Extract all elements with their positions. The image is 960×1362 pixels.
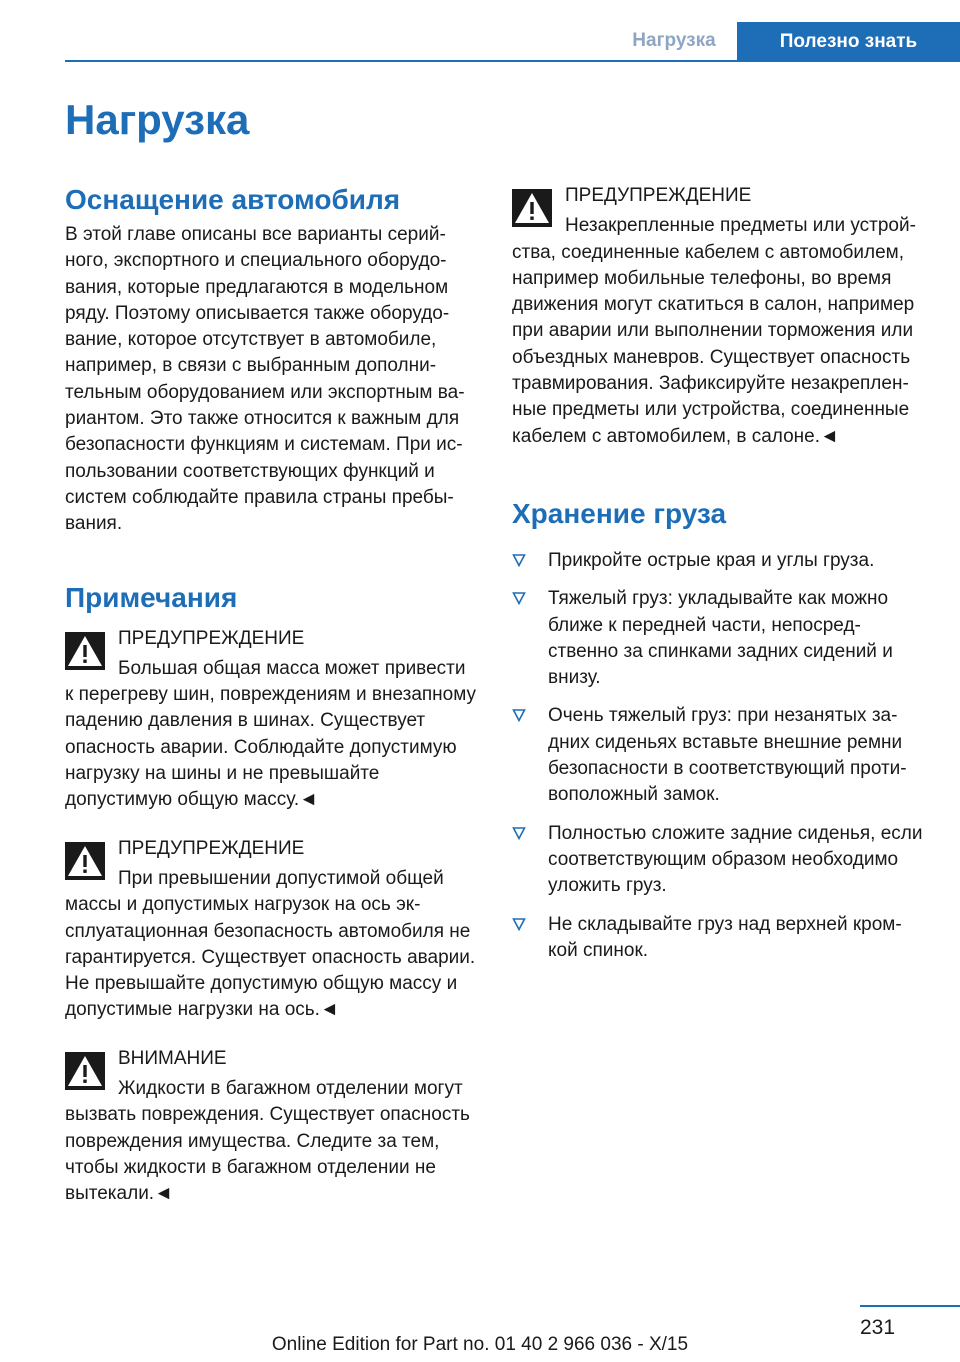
warning-heading: ПРЕДУПРЕЖДЕНИЕ: [118, 837, 305, 859]
caution-block: [65, 1046, 477, 1208]
caution-text: Жидкости в багажном отделении могут вызвать повреждения. Существует опасность повреждения имущества. Следите за тем, чтобы жидкости в багажном отделении не вытекали.◄: [65, 1078, 470, 1205]
footer-rule: [860, 1305, 960, 1307]
edition-footer: Online Edition for Part no. 01 40 2 966 036 - X/15: [271, 1334, 689, 1355]
warning-block: [65, 626, 477, 814]
list-item: [512, 821, 924, 900]
warning-heading: ПРЕДУПРЕЖДЕНИЕ: [118, 627, 305, 649]
list-item-text: Прикройте острые края и углы груза.: [548, 549, 875, 571]
header-tab-chapter[interactable]: Полезно знать: [737, 22, 960, 62]
header-rule: [65, 60, 960, 62]
left-column: [65, 180, 477, 1208]
warning-text: При превышении допустимой общей массы и допустимых нагрузок на ось эксплуатационная безопасность автомобиля не гарантируется. Существует опасность аварии. Не превышайте допустимую общую массу и допустимые нагрузки на ось.◄: [65, 867, 476, 1021]
cargo-bullet-list: [512, 548, 924, 964]
page-title: Нагрузка: [65, 96, 250, 143]
warning-triangle-icon: [65, 1052, 105, 1090]
warning-text: Большая общая масса может привести к перегреву шин, повреждениям и внезапному падению давления в шинах. Существует опасность аварии. Соблюдайте допустимую нагрузку на шины и не превышайте допустимую общую массу.◄: [65, 657, 477, 811]
warning-heading: ПРЕДУПРЕЖДЕНИЕ: [565, 185, 752, 206]
caution-heading: ВНИМАНИЕ: [118, 1047, 227, 1069]
page-number: 231: [860, 1316, 896, 1339]
right-column: [512, 180, 924, 976]
page-header: [0, 0, 960, 62]
list-item-text: Тяжелый груз: укладывайте как можно ближе к передней части, непосредственно за спинками задних сидений и внизу.: [548, 588, 893, 689]
header-tab-section[interactable]: Нагрузка: [632, 30, 716, 51]
list-item: [512, 548, 924, 574]
section-title-notes: Примечания: [65, 581, 238, 613]
section-title-cargo-storage: Хранение груза: [512, 497, 727, 529]
list-item-text: Очень тяжелый груз: при незанятых задних сиденьях вставьте внешние ремни безопасности в соответствующий противоположный замок.: [548, 705, 907, 806]
warning-triangle-icon: [65, 632, 105, 670]
warning-text: Незакрепленные предметы или устройства, соединенные кабелем с автомобилем, например мобильные телефоны, во время движения могут скатиться в салон, например при аварии или выполнении торможения или объездных маневров. Существует опасность травмирования. Зафиксируйте незакрепленные предметы или устройства, соединенные кабелем с автомобилем, в салоне.◄: [512, 215, 916, 447]
list-item: [512, 912, 924, 965]
triangle-bullet-icon: [512, 826, 526, 840]
warning-triangle-icon: [65, 842, 105, 880]
equipment-paragraph: В этой главе описаны все варианты серийного, экспортного и специального оборудования, которые предлагаются в модельном ряду. Поэтому описывается также оборудование, которое отсутствует в автомобиле, например, в связи с выбранным дополнительным оборудованием или экспортным вариантом. Это также относится к важным для безопасности функциям и системам. При использовании соответствующих функций и систем соблюдайте правила страны пребывания.: [65, 224, 465, 535]
list-item-text: Полностью сложите задние сиденья, если соответствующим образом необходимо уложить груз.: [548, 822, 923, 897]
triangle-bullet-icon: [512, 917, 526, 931]
warning-block: [512, 183, 924, 450]
triangle-bullet-icon: [512, 553, 526, 567]
list-item: [512, 703, 924, 808]
warning-triangle-icon: [512, 189, 552, 227]
section-title-equipment: Оснащение автомобиля: [65, 184, 401, 215]
triangle-bullet-icon: [512, 591, 526, 605]
triangle-bullet-icon: [512, 708, 526, 722]
list-item-text: Не складывайте груз над верхней кромкой спинок.: [548, 913, 902, 961]
list-item: [512, 586, 924, 691]
warning-block: [65, 836, 477, 1024]
